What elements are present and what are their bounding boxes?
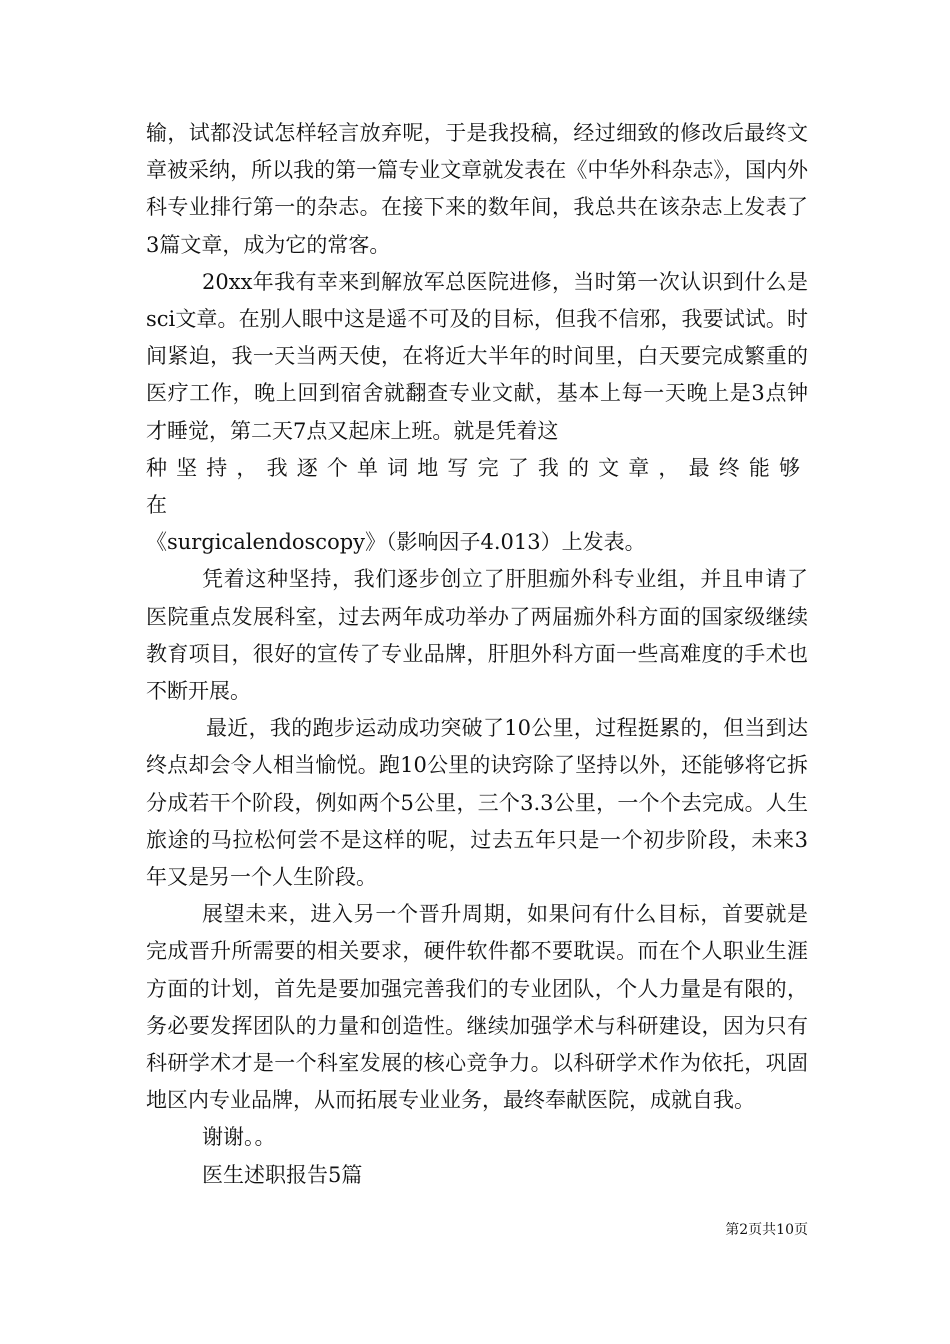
page-number: 第2页共10页 — [725, 1222, 808, 1238]
paragraph-5: 展望未来，进入另一个晋升周期，如果问有什么目标，首要就是完成晋升所需要的相关要求，硬件软件都不要耽误。而在个人职业生涯方面的计划，首先是要加强完善我们的专业团队，个人力量是有限的，务必要发挥团队的力量和创造性。继续加强学术与科研建设，因为只有科研学术才是一个科室发展的核心竞争力。以科研学术作为依托，巩固地区内专业品牌，从而拓展专业业务，最终奉献医院，成就自我。 — [146, 902, 808, 1113]
paragraph-2-last-line: 《surgicalendoscopy》（影响因子4.013）上发表。 — [146, 530, 646, 555]
paragraph-2: 20xx年我有幸来到解放军总医院进修，当时第一次认识到什么是sci文章。在别人眼中这是遥不可及的目标，但我不信邪，我要试试。时间紧迫，我一天当两天使，在将近大半年的时间里，白天要完成繁重的医疗工作，晚上回到宿舍就翻查专业文献，基本上每一天晚上是3点钟才睡觉，第二天7点又起床上班。就是凭着这 — [146, 269, 808, 443]
body-text — [146, 115, 808, 1194]
paragraph-3: 凭着这种坚持，我们逐步创立了肝胆痂外科专业组，并且申请了医院重点发展科室，过去两年成功举办了两届痂外科方面的国家级继续教育项目，很好的宣传了专业品牌，肝胆外科方面一些高难度的手术也不断开展。 — [146, 567, 808, 704]
next-title: 医生述职报告5篇 — [202, 1162, 363, 1187]
paragraph-1: 输，试都没试怎样轻言放弃呢，于是我投稿，经过细致的修改后最终文章被采纳，所以我的第一篇专业文章就发表在《中华外科杂志》，国内外科专业排行第一的杂志。在接下来的数年间，我总共在该杂志上发表了3篇文章，成为它的常客。 — [146, 121, 808, 257]
paragraph-2-spread-line: 种坚持，我逐个单词地写完了我的文章，最终能够在 — [146, 455, 808, 518]
thanks-line: 谢谢。。 — [202, 1125, 276, 1150]
paragraph-4: 最近，我的跑步运动成功突破了10公里，过程挺累的，但当到达终点却会令人相当愉悦。跑10公里的诀窍除了坚持以外，还能够将它拆分成若干个阶段，例如两个5公里，三个3.3公里，一个个去完成。人生旅途的马拉松何尝不是这样的呢，过去五年只是一个初步阶段，未来3年又是另一个人生阶段。 — [146, 716, 808, 890]
